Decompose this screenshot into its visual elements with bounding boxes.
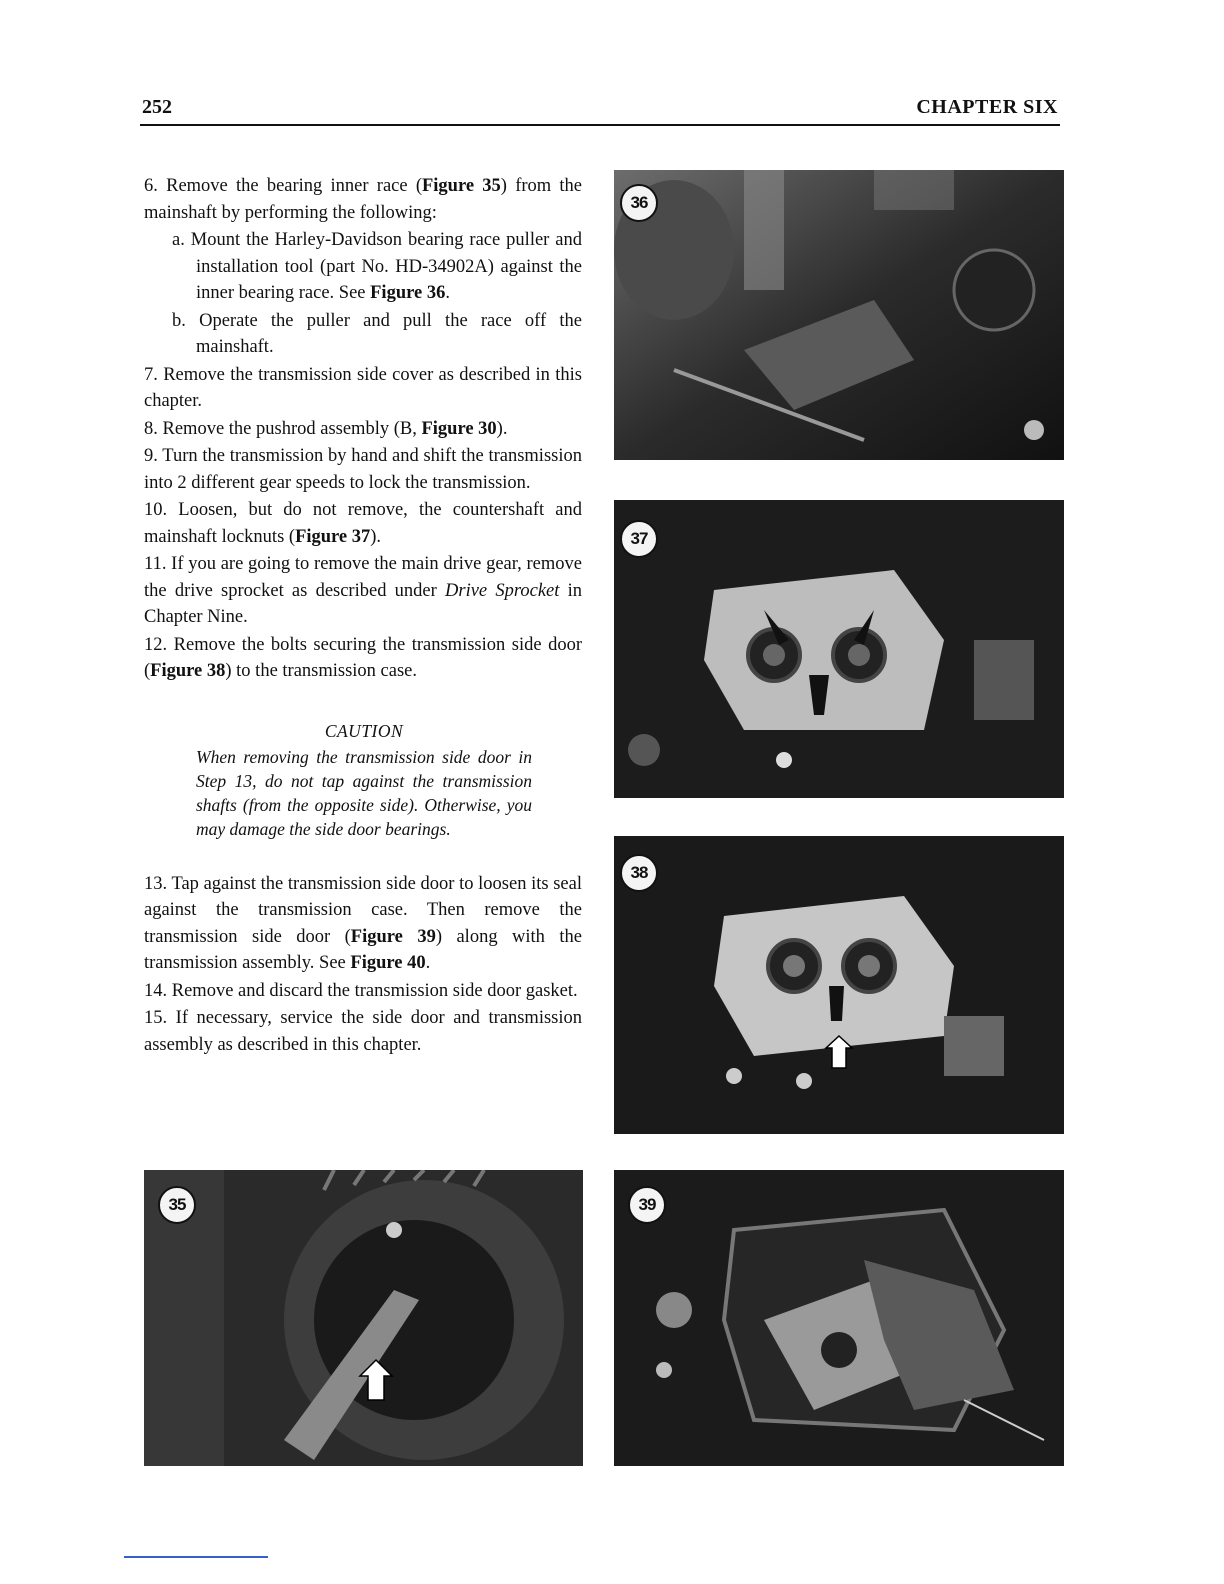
figure-35-photo: [144, 1170, 583, 1466]
step-13: 13. Tap against the transmission side door to loosen its seal against the transmission case. Then remove the transmission side door (Figure 39) along with the transmission assembly. See Figure 40.: [144, 873, 582, 973]
step-10: 10. Loosen, but do not remove, the countershaft and mainshaft locknuts (Figure 37).: [144, 500, 582, 547]
figure-39-badge: 39: [628, 1186, 666, 1224]
step-14: 14. Remove and discard the transmission side door gasket.: [144, 980, 578, 1001]
step-6b: b. Operate the puller and pull the race off the mainshaft.: [172, 310, 582, 357]
step-7: 7. Remove the transmission side cover as described in this chapter.: [144, 364, 582, 411]
caution-title: CAUTION: [324, 720, 404, 741]
side-door-illustration: [614, 836, 1064, 1134]
step-15: 15. If necessary, service the side door and transmission assembly as described in this chapter.: [144, 1008, 582, 1055]
step-11: 11. If you are going to remove the main drive gear, remove the drive sprocket as described under Drive Sprocket in Chapter Nine.: [144, 554, 582, 627]
figure-35-badge: 35: [158, 1186, 196, 1224]
figure-38-badge: 38: [620, 854, 658, 892]
figure-38-photo: [614, 836, 1064, 1134]
chapter-title: CHAPTER SIX: [916, 96, 1058, 118]
step-6a: a. Mount the Harley-Davidson bearing race puller and installation tool (part No. HD-34902A) against the inner bearing race. See Figure 36.: [172, 230, 582, 303]
figure-39-photo: [614, 1170, 1064, 1466]
figure-37-photo: [614, 500, 1064, 798]
caution-box: [196, 719, 532, 841]
text-column: [144, 173, 582, 1059]
figure-37-badge: 37: [620, 520, 658, 558]
figure-36-photo: [614, 170, 1064, 460]
footer-rule: [124, 1556, 268, 1558]
engine-puller-illustration: [614, 170, 1064, 460]
locknuts-illustration: [614, 500, 1064, 798]
step-9: 9. Turn the transmission by hand and shift the transmission into 2 different gear speeds to lock the transmission.: [144, 446, 582, 493]
bearing-race-illustration: [144, 1170, 583, 1466]
page-header: [140, 94, 1060, 126]
caution-text: When removing the transmission side door in Step 13, do not tap against the transmission shafts (from the opposite side). Otherwise, you may damage the side door bearings.: [196, 746, 532, 839]
page-number: 252: [142, 96, 172, 118]
step-12: 12. Remove the bolts securing the transmission side door (Figure 38) to the transmission case.: [144, 634, 582, 681]
door-removal-illustration: [614, 1170, 1064, 1466]
step-6: 6. Remove the bearing inner race (Figure 35) from the mainshaft by performing the following:: [144, 176, 582, 223]
step-8: 8. Remove the pushrod assembly (B, Figure 30).: [144, 418, 508, 439]
figure-36-badge: 36: [620, 184, 658, 222]
